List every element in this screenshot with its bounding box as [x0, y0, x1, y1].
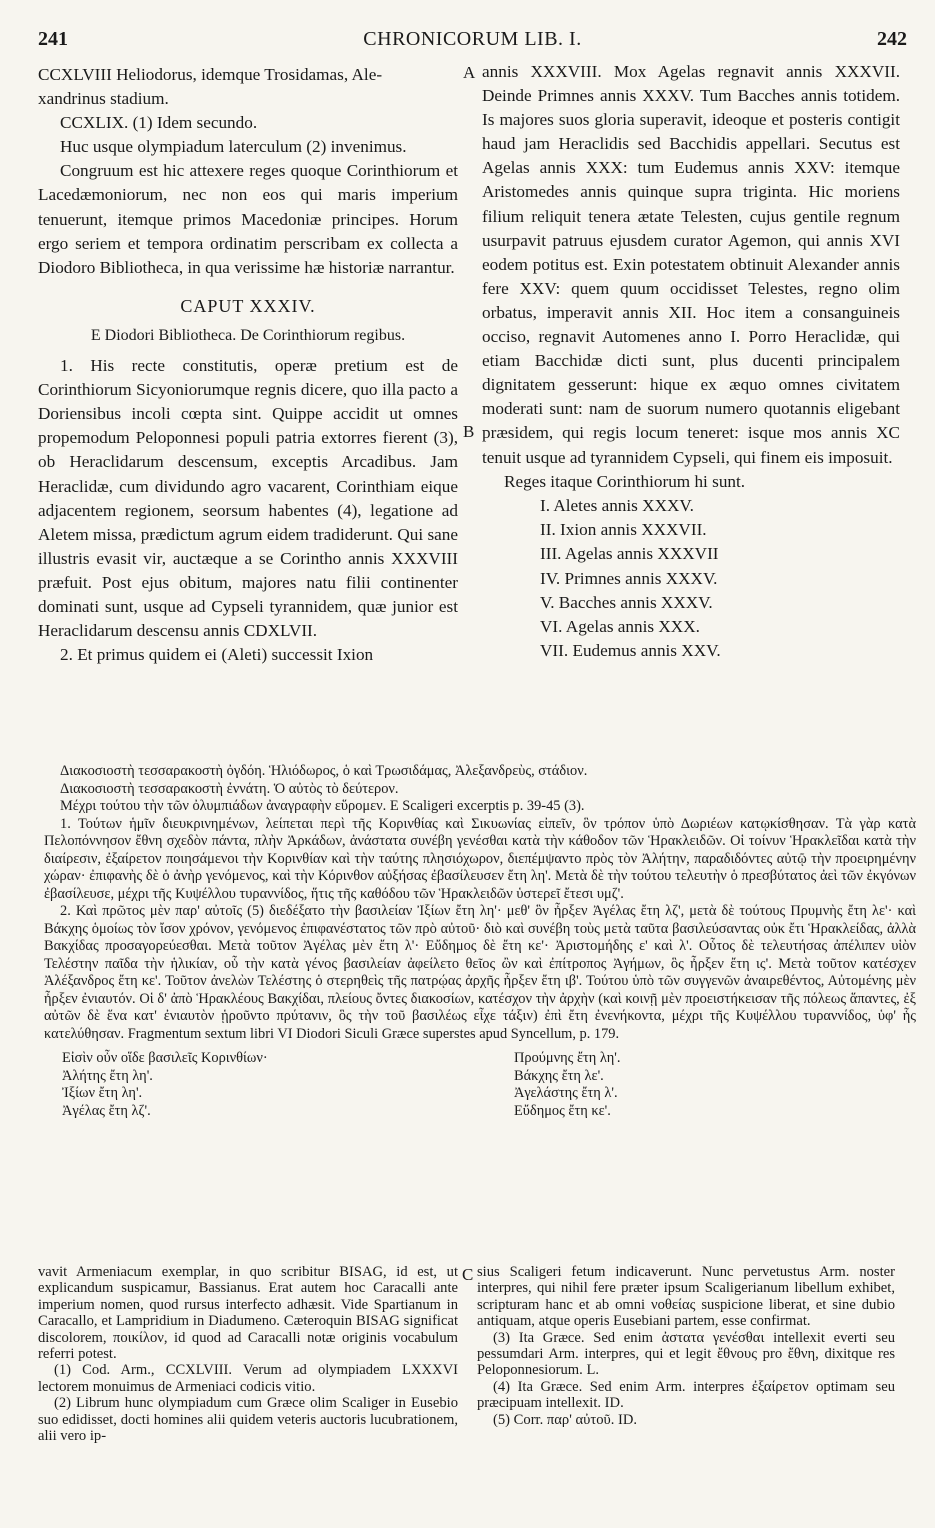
greek-olympiad-line: Διακοσιοστὴ τεσσαρακοστὴ ὀγδόη. Ἡλιόδωρος, ὁ καὶ Τρωσιδάμας, Ἀλεξανδρεὺς, στάδιον.: [60, 763, 588, 779]
king-entry: VII. Eudemus annis XXV.: [540, 641, 721, 661]
chapter-heading: CAPUT XXXIV.: [180, 295, 316, 316]
greek-king-entry: Εὔδημος ἔτη κε'.: [514, 1102, 611, 1119]
margin-marker-c: C: [462, 1265, 474, 1284]
footnote-4: (4) Ita Græce. Sed enim Arm. interpres ἐξαίρετον optimam seu præcipuam intellexit. ID.: [477, 1378, 895, 1412]
margin-marker-a: A: [463, 63, 476, 82]
king-entry: III. Agelas annis XXXVII: [540, 544, 719, 564]
left-column: [38, 63, 458, 667]
paragraph-1: 1. His recte constitutis, operæ pretium est de Corinthiorum Sicyoniorumque regnis dicere, quo illa pacto a Doriensibus incoli cœpta sint. Quippe accidit ut omnes propemodum Peloponnesi populi patria extorres fierent (3), ob Heraclidarum descensum, exceptis Arcadibus. Jam Heraclidæ, cum dividundo agro vacarent, Corinthiam eique adjacentem regionem, seorsum habentes (4), legatione ad Aletem missa, prædictum agrum eidem tradiderunt. Qui sane illustris evasit vir, auctæque a se Corintho annis XXXVIII præfuit. Post ejus obitum, majores natu filii continenter dominati sunt, usque ad Cypseli tyrannidem, quæ junior est Heraclidarum descensu annis CDXLVII.: [38, 356, 458, 641]
olympiad-line: Huc usque olympiadum laterculum (2) invenimus.: [60, 137, 407, 157]
greek-kings-left: [44, 1050, 514, 1120]
king-entry: IV. Primnes annis XXXV.: [540, 568, 718, 588]
source-heading: E Diodori Bibliotheca. De Corinthiorum regibus.: [90, 326, 406, 344]
footnote-1: (1) Cod. Arm., CCXLVIII. Verum ad olympiadem LXXXVI lectorem monuimus de Armeniaci codicis vitio.: [38, 1362, 458, 1395]
king-entry: VI. Agelas annis XXX.: [540, 617, 700, 637]
greek-king-entry: Ἀγέλας ἔτη λζ'.: [62, 1102, 151, 1119]
greek-olympiad-line: Μέχρι τούτου τὴν τῶν ὀλυμπιάδων ἀναγραφὴν εὕρομεν. E Scaligeri excerptis p. 39-45 (3).: [60, 798, 585, 814]
footnotes-left: [38, 1264, 458, 1444]
running-title: CHRONICORUM LIB. I.: [363, 28, 582, 50]
running-header: [38, 28, 907, 54]
greek-kings-heading: Εἰσὶν οὖν οἵδε βασιλεῖς Κορινθίων·: [62, 1050, 268, 1066]
footnote-3: (3) Ita Græce. Sed enim ἀστατα γενέσθαι intellexit everti seu pessumdari Arm. interpres, qui et legit ἔθνους pro ἔθνη, dixitque res Peloponnesiorum. L.: [477, 1329, 895, 1379]
greek-paragraph-2: 2. Καὶ πρῶτος μὲν παρ' αὐτοῖς (5) διεδέξατο τὴν βασιλείαν Ἰξίων ἔτη λη'· μεθ' ὃν ἦρξεν Ἀγέλας ἔτη λζ', μετὰ δὲ τούτους Πρυμνὴς ἔτη λε'· καὶ Βάκχης ὁμοίως τὸν ἴσον χρόνον, γενόμενος ἐπιφανέστατος τῶν πρὸ αὐτοῦ· διὸ καὶ συνέβη τοὺς μετὰ ταῦτα βασιλεύσαντας οὐκ ἔτι Ἡρακλείδας, ἀλλὰ Βακχίδας προσαγορεύεσθαι. Μετὰ τοῦτον Ἀγέλας μὲν ἔτη λ'· Εὔδημος δὲ ἔτη κε'· Ἀριστομήδης ε' καὶ λ'. Οὗτος δὲ τελευτήσας ἀπέλιπεν υἱὸν Τελέστην παῖδα τὴν ἡλικίαν, οὗ τὴν κατὰ γένος βασιλείαν ἀφείλετο θεῖος ὢν καὶ ἐπίτροπος Ἀγήμων, ὃς ἦρξεν ἔτη ις'. Μετὰ τοῦτον κατέσχεν Ἀλέξανδρος ἔτη κε'. Τοῦτον ἀνελὼν Τελέστης ὁ στερηθεὶς τῆς πατρῴας ἀρχῆς ἦρξεν ἔτη ιβ'. Τούτου ὑπὸ τῶν συγγενῶν ἀναιρεθέντος, Αὐτομένης μὲν ἦρξεν ἐνιαυτόν. Οἱ δ' ἀπὸ Ἡρακλέους Βακχίδαι, πλείους ὄντες διακοσίων, κατέσχον τὴν ἀρχὴν (καὶ κοινῇ μὲν προειστήκεισαν τῆς πόλεως ἅπαντες, ἐξ αὐτῶν δὲ ἕνα κατ' ἐνιαυτὸν ᾑροῦντο πρύτανιν, ὃς τὴν τοῦ βασιλέως εἶχε τάξιν) ἐπὶ ἔτη ἐνενήκοντα, μέχρι τῆς Κυψέλλου τυραννίδος, ὑφ' ἧς κατελύθησαν. Fragmentum sextum libri VI Diodori Siculi Græce superstes apud Syncellum, p. 179.: [44, 903, 916, 1042]
footnote-5: (5) Corr. παρ' αὐτοῦ. ID.: [493, 1411, 638, 1428]
greek-king-entry: Βάκχης ἔτη λε'.: [514, 1067, 604, 1084]
greek-kings-list: [44, 1050, 916, 1120]
intro-paragraph: Congruum est hic attexere reges quoque Corinthiorum et Lacedæmoniorum, nec non eos qui maris imperium tenuerunt, itemque primos Macedoniæ principes. Horum ergo seriem et tempora ordinatim perscribam ex collecta a Diodoro Bibliotheca, in qua verissime hæ historiæ narrantur.: [38, 161, 458, 277]
king-entry: II. Ixion annis XXXVII.: [540, 519, 707, 539]
greek-text-block: [44, 763, 916, 1120]
king-entry: I. Aletes annis XXXV.: [540, 495, 694, 515]
olympiad-line: CCXLVIII Heliodorus, idemque Trosidamas, Ale-: [38, 65, 383, 84]
kings-heading: Reges itaque Corinthiorum hi sunt.: [504, 471, 746, 491]
kings-list: [482, 494, 900, 664]
olympiad-line: CCXLIX. (1) Idem secundo.: [60, 113, 258, 133]
king-entry: V. Bacches annis XXXV.: [540, 592, 713, 612]
page-number-left: 241: [38, 28, 68, 50]
paragraph-2-start: 2. Et primus quidem ei (Aleti) successit Ixion: [60, 645, 374, 665]
olympiad-line: xandrinus stadium.: [38, 89, 169, 109]
greek-king-entry: Ἀλήτης ἔτη λη'.: [62, 1067, 153, 1084]
paragraph-2-continued: annis XXXVIII. Mox Agelas regnavit annis XXXVII. Deinde Primnes annis XXXV. Tum Bacches annis totidem. Is majores suos gloria superavit, ideoque et posteris contigit haud jam Heraclidis sed Bacchidis appellari. Secutus est Agelas annis XXX: tum Eudemus annis XXV: itemque Aristomedes annis quinque supra triginta. Hic moriens filium reliquit tenera ætate Telesten, cujus gentile regnum usurpavit patruus ejusdem curator Agemon, qui annis XVI eodem potitus est. Exin potestatem obtinuit Alexander annis fere XXV: quem quum occidisset Telestes, regno olim orbatus, imperavit annis XII. Hoc item a consanguineis occiso, regnavit Automenes anno I. Porro Heraclidæ, qui etiam Bacchidæ dicti sunt, plus ducenti principalem dignitatem gesserunt: hique ex æquo omnes civitatem moderati sunt: nam de suorum numero quotannis eligebant præsidem, qui regis locum teneret: isque mos annis XC tenuit usque ad tyrannidem Cypseli, qui finem eis imposuit.: [482, 62, 900, 467]
greek-olympiad-line: Διακοσιοστὴ τεσσαρακοστὴ ἐννάτη. Ὁ αὐτὸς τὸ δεύτερον.: [60, 780, 399, 797]
greek-paragraph-1: 1. Τούτων ἡμῖν διευκρινημένων, λείπεται περὶ τῆς Κορινθίας καὶ Σικυωνίας εἰπεῖν, ὃν τρόπον ὑπὸ Δωριέων κατῳκίσθησαν. Τὰ γὰρ κατὰ Πελοπόννησον ἔθνη σχεδὸν πάντα, πλὴν Ἀρκάδων, ἀνάστατα συνέβη γενέσθαι κατὰ τὴν κάθοδον τῶν Ἡρακλειδῶν. Οἱ τοίνυν Ἡρακλεῖδαι κατὰ τὴν διαίρεσιν, ἐξαίρετον ποιησάμενοι τὴν Κορινθίαν καὶ τὴν ταύτης πλησιόχωρον, διεπέμψαντο πρὸς τὸν Ἀλήτην, παραδιδόντες αὐτῷ τὴν προειρημένην χώραν· ἐπιφανὴς δὲ ὁ ἀνὴρ γενόμενος, καὶ τὴν Κόρινθον αὐξήσας ἐβασίλευσεν ἔτη λη'. Μετὰ δὲ τὴν τούτου τελευτὴν ὁ πρεσβύτατος ἀεὶ τῶν ἐκγόνων ἐβασίλευσε, μέχρι τῆς Κυψέλλου τυραννίδος, ἥτις τῆς καθόδου τῶν Ἡρακλειδῶν ὑστερεῖ ἔτεσι υμζ'.: [44, 815, 916, 902]
greek-king-entry: Προύμνης ἔτη λη'.: [514, 1050, 621, 1066]
footnote-continued: vavit Armeniacum exemplar, in quo scribitur BISAG, id est, ut explicandum suspicamur, Bassianus. Erat autem hoc Caracalli ante imperium nomen, quod rursus interfecto adhæsit. Vide Spartianum in Caracallo, et Lampridium in Diadumeno. Cæteroquin BISAG significat discolorem, ποικίλον, id quod ad Caracalli notæ originis vocabulum referri potest.: [38, 1264, 458, 1363]
greek-king-entry: Ἀγελάστης ἔτη λ'.: [514, 1085, 618, 1101]
greek-king-entry: Ἰξίων ἔτη λη'.: [62, 1085, 143, 1101]
footnotes-right: [477, 1264, 895, 1428]
footnote-continued: sius Scaligeri fetum indicaverunt. Nunc pervetustus Arm. noster interpres, qui nihil fere præter ipsum Scaligerianum libellum exhibet, scripturam hanc et ab omni νοθείας suspicione liberat, et sine dubio antiquam, atque operis Eusebiani partem, esse confirmat.: [477, 1264, 895, 1330]
margin-marker-b: B: [463, 422, 475, 441]
footnote-2: (2) Librum hunc olympiadum cum Græce olim Scaliger in Eusebio suo edidisset, docti homines alii quidem veteris auctoris lucubrationem, alii vero ip-: [38, 1395, 458, 1445]
greek-kings-right: [514, 1050, 620, 1120]
right-column: [482, 60, 900, 664]
page-number-right: 242: [877, 28, 907, 50]
